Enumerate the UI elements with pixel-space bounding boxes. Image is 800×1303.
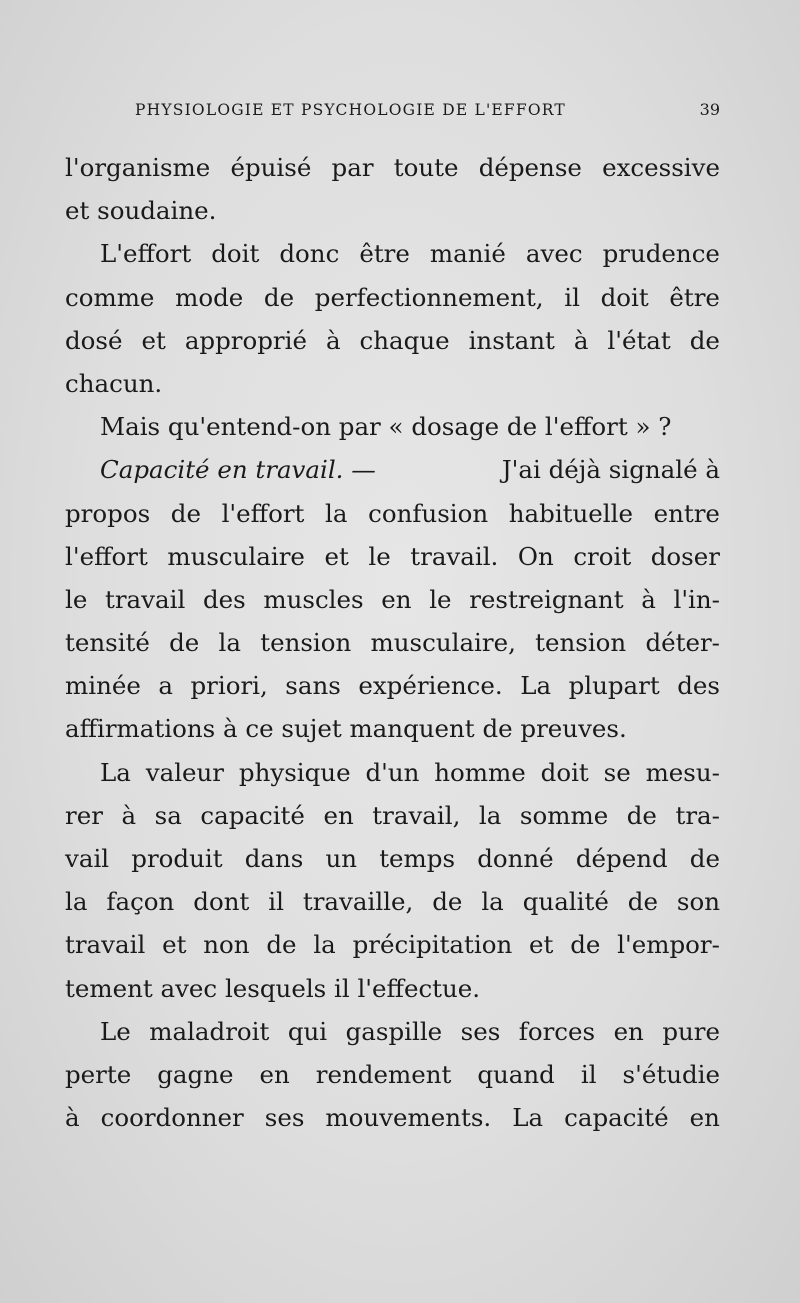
text-line: l'effort musculaire et le travail. On croit doser xyxy=(65,541,720,571)
text-line: la façon dont il travaille, de la qualité de son xyxy=(65,887,720,917)
text-line: et soudaine. xyxy=(65,196,217,226)
text-line: travail et non de la précipitation et de l'empor- xyxy=(65,930,720,960)
text-line: Le maladroit qui gaspille ses forces en pure xyxy=(100,1016,720,1046)
text-line: minée a priori, sans expérience. La plupart des xyxy=(65,671,720,701)
body-text xyxy=(65,146,720,1139)
text-line-rest: J'ai déjà signalé à xyxy=(501,455,720,485)
text-line: vail produit dans un temps donné dépend de xyxy=(65,844,720,873)
text-line: comme mode de perfectionnement, il doit être xyxy=(65,282,720,312)
text-line: propos de l'effort la confusion habituelle entre xyxy=(65,498,720,528)
page-number: 39 xyxy=(699,100,720,119)
text-line: l'organisme épuisé par toute dépense excessive xyxy=(65,153,720,182)
text-line: chacun. xyxy=(65,368,163,398)
text-line: tensité de la tension musculaire, tension déter- xyxy=(65,628,720,658)
text-line: tement avec lesquels il l'effectue. xyxy=(65,973,481,1003)
text-line: le travail des muscles en le restreignant à l'in- xyxy=(65,584,720,614)
text-line-with-heading xyxy=(65,448,720,491)
text-line: affirmations à ce sujet manquent de preuves. xyxy=(65,714,627,744)
text-line: L'effort doit donc être manié avec prudence xyxy=(100,239,720,269)
text-line: à coordonner ses mouvements. La capacité en xyxy=(65,1103,720,1133)
text-line: perte gagne en rendement quand il s'étudie xyxy=(65,1059,720,1089)
text-line: Mais qu'entend-on par « dosage de l'effort » ? xyxy=(100,412,672,442)
text-line: rer à sa capacité en travail, la somme de tra- xyxy=(65,800,720,830)
text-line: La valeur physique d'un homme doit se mesu- xyxy=(100,757,720,787)
text-line: dosé et approprié à chaque instant à l'état de xyxy=(65,325,720,355)
running-head-title: PHYSIOLOGIE ET PSYCHOLOGIE DE L'EFFORT xyxy=(135,101,566,119)
running-head xyxy=(135,100,720,130)
section-heading: Capacité en travail. — xyxy=(100,455,376,485)
